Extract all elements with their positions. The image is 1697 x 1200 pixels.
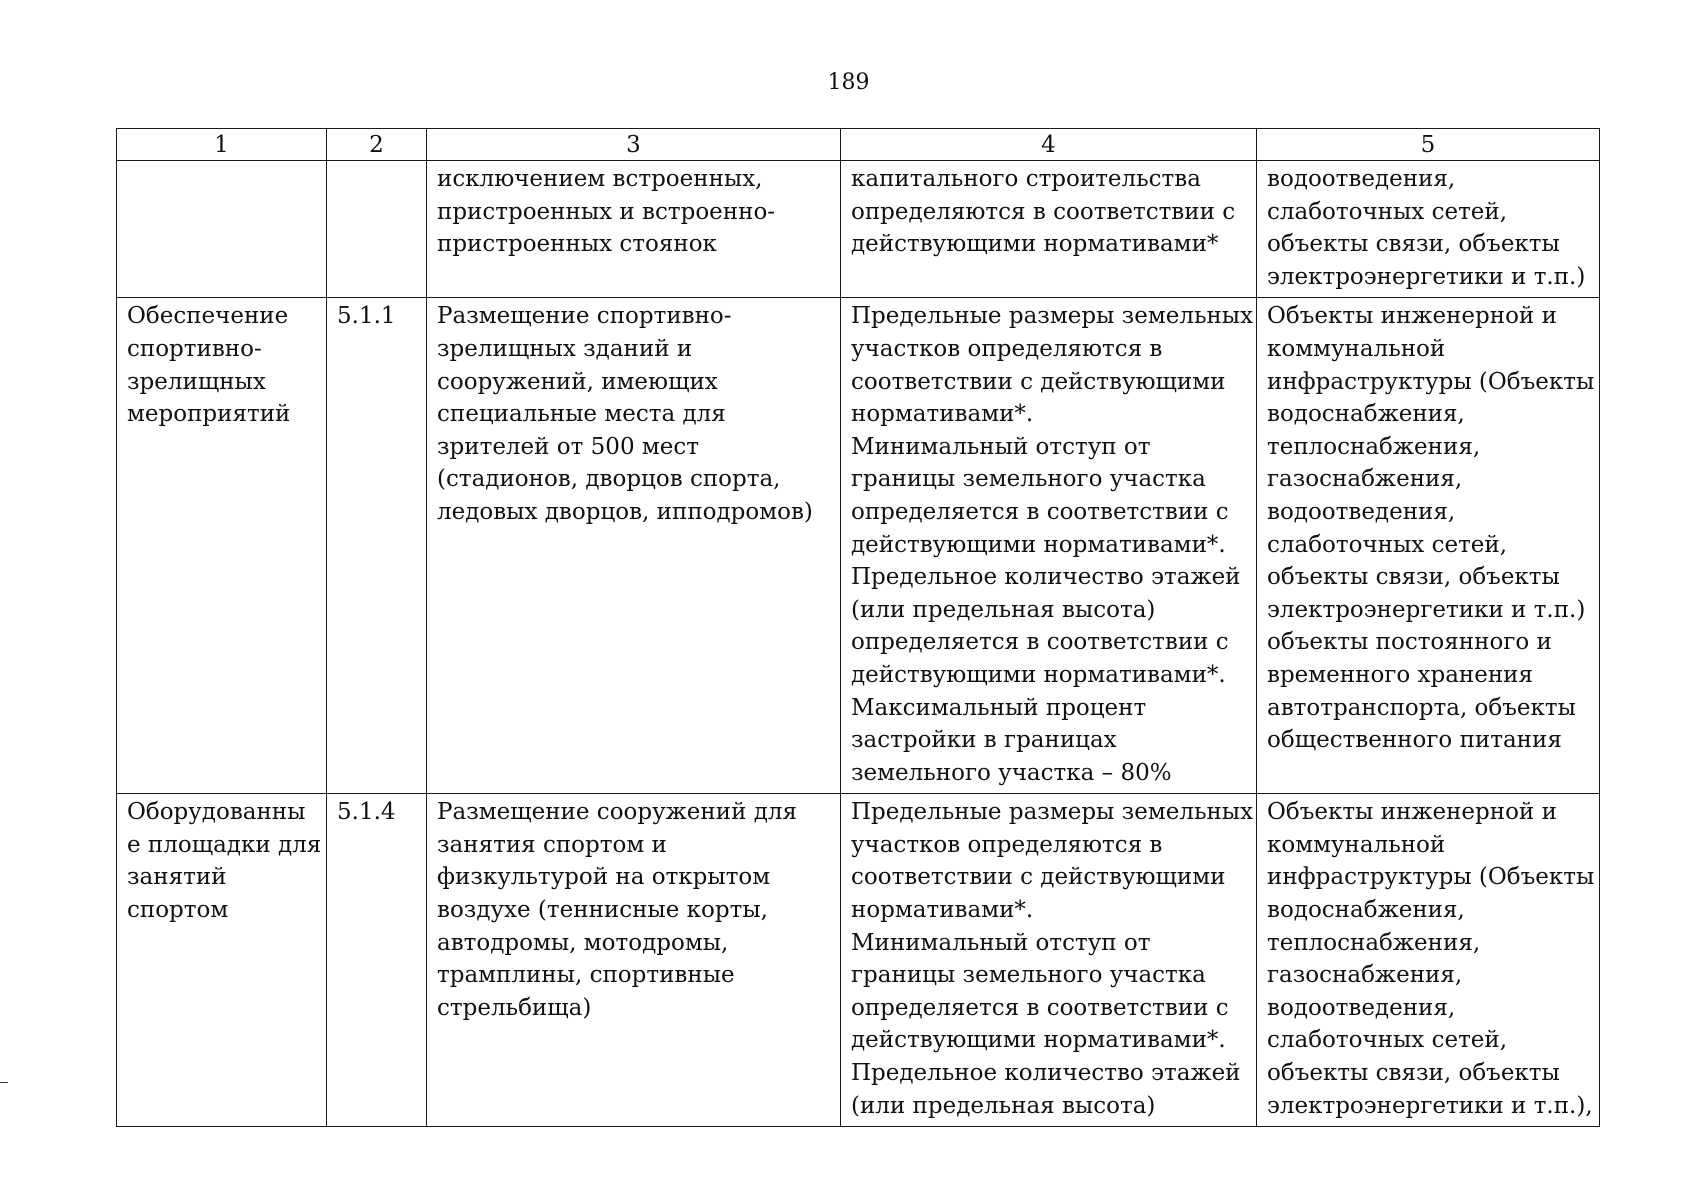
cell-text-line: Обеспечение	[127, 303, 289, 330]
cell-text-line: временного хранения	[1267, 661, 1534, 688]
use-code-cell	[327, 298, 427, 794]
cell-text-line: Минимальный отступ от	[851, 929, 1151, 956]
cell-text-line: слаботочных сетей,	[1267, 1027, 1508, 1054]
cell-text-line: определяется в соответствии с	[851, 994, 1229, 1021]
parameters-cell	[841, 298, 1257, 794]
zoning-table	[116, 128, 1600, 1127]
cell-text-line: слаботочных сетей,	[1267, 531, 1508, 558]
cell-text-line: Объекты инженерной и	[1267, 799, 1557, 826]
cell-text-line: земельного участка – 80%	[851, 759, 1172, 786]
cell-text-line: стрельбища)	[437, 994, 592, 1021]
cell-text-line: участков определяются в	[851, 335, 1163, 362]
cell-text-line: нормативами*.	[851, 401, 1034, 428]
cell-text-line: Предельное количество этажей	[851, 1060, 1241, 1087]
cell-text-line: соответствии с действующими	[851, 864, 1226, 891]
cell-text-line: объекты постоянного и	[1267, 629, 1552, 656]
cell-text-line: определяются в соответствии с	[851, 198, 1236, 225]
cell-text-line: слаботочных сетей,	[1267, 198, 1508, 225]
cell-text-line: занятий	[127, 864, 227, 891]
cell-text-line: 5.1.4	[337, 799, 396, 826]
cell-text-line: определяется в соответствии с	[851, 629, 1229, 656]
use-description-cell	[427, 298, 841, 794]
page-number: 189	[827, 70, 870, 95]
cell-text-line: Размещение сооружений для	[437, 799, 797, 826]
use-code-cell	[327, 794, 427, 1127]
cell-text-line: нормативами*.	[851, 897, 1034, 924]
cell-text-line: коммунальной	[1267, 831, 1446, 858]
cell-text-line: Размещение спортивно-	[437, 303, 732, 330]
cell-text-line: (стадионов, дворцов спорта,	[437, 466, 781, 493]
cell-text-line: электроэнергетики и т.п.),	[1267, 1092, 1593, 1119]
cell-text-line: газоснабжения,	[1267, 962, 1463, 989]
cell-text-line: трамплины, спортивные	[437, 962, 735, 989]
cell-text-line: общественного питания	[1267, 727, 1562, 754]
cell-text-line: автодромы, мотодромы,	[437, 929, 729, 956]
cell-text-line: Предельные размеры земельных	[851, 303, 1254, 330]
cell-text-line: объекты связи, объекты	[1267, 231, 1560, 258]
cell-text-line: объекты связи, объекты	[1267, 1060, 1560, 1087]
cell-text-line: действующими нормативами*.	[851, 1027, 1226, 1054]
column-header-5: 5	[1257, 129, 1600, 161]
cell-text-line: зрелищных зданий и	[437, 335, 693, 362]
cell-text-line: Объекты инженерной и	[1267, 303, 1557, 330]
column-header-1: 1	[117, 129, 327, 161]
cell-text-line: зрителей от 500 мест	[437, 433, 699, 460]
cell-text-line: участков определяются в	[851, 831, 1163, 858]
cell-text-line: водоснабжения,	[1267, 897, 1465, 924]
cell-text-line: мероприятий	[127, 401, 291, 428]
cell-text-line: (или предельная высота)	[851, 596, 1156, 623]
cell-text-line: теплоснабжения,	[1267, 929, 1481, 956]
cell-text-line: зрелищных	[127, 368, 266, 395]
cell-text-line: пристроенных и встроенно-	[437, 198, 776, 225]
column-header-2: 2	[327, 129, 427, 161]
cell-text-line: водоотведения,	[1267, 994, 1456, 1021]
cell-text-line: застройки в границах	[851, 727, 1117, 754]
cell-text-line: сооружений, имеющих	[437, 368, 718, 395]
parameters-cell	[841, 161, 1257, 298]
cell-text-line: инфраструктуры (Объекты	[1267, 864, 1595, 891]
cell-text-line: водоснабжения,	[1267, 401, 1465, 428]
column-header-4: 4	[841, 129, 1257, 161]
cell-text-line: действующими нормативами*.	[851, 531, 1226, 558]
auxiliary-objects-cell	[1257, 298, 1600, 794]
cell-text-line: е площадки для	[127, 831, 322, 858]
cell-text-line: инфраструктуры (Объекты	[1267, 368, 1595, 395]
column-header-3: 3	[427, 129, 841, 161]
cell-text-line: соответствии с действующими	[851, 368, 1226, 395]
use-description-cell	[427, 794, 841, 1127]
auxiliary-objects-cell	[1257, 161, 1600, 298]
use-name-cell	[117, 161, 327, 298]
cell-text-line: водоотведения,	[1267, 498, 1456, 525]
cell-text-line: определяется в соответствии с	[851, 498, 1229, 525]
cell-text-line: специальные места для	[437, 401, 726, 428]
cell-text-line: Предельные размеры земельных	[851, 799, 1254, 826]
cell-text-line: занятия спортом и	[437, 831, 667, 858]
table-row	[117, 794, 1600, 1127]
table-row	[117, 161, 1600, 298]
table-row	[117, 298, 1600, 794]
cell-text-line: границы земельного участка	[851, 466, 1206, 493]
cell-text-line: автотранспорта, объекты	[1267, 694, 1576, 721]
use-name-cell	[117, 298, 327, 794]
cell-text-line: водоотведения,	[1267, 166, 1456, 192]
cell-text-line: теплоснабжения,	[1267, 433, 1481, 460]
cell-text-line: 5.1.1	[337, 303, 396, 330]
cell-text-line: газоснабжения,	[1267, 466, 1463, 493]
parameters-cell	[841, 794, 1257, 1127]
cell-text-line: спортивно-	[127, 335, 262, 362]
cell-text-line: Минимальный отступ от	[851, 433, 1151, 460]
auxiliary-objects-cell	[1257, 794, 1600, 1127]
cell-text-line: физкультурой на открытом	[437, 864, 771, 891]
cell-text-line: действующими нормативами*.	[851, 661, 1226, 688]
use-code-cell	[327, 161, 427, 298]
cell-text-line: Оборудованны	[127, 799, 306, 826]
cell-text-line: ледовых дворцов, ипподромов)	[437, 498, 813, 525]
margin-mark	[0, 1082, 8, 1083]
cell-text-line: капитального строительства	[851, 166, 1201, 192]
cell-text-line: исключением встроенных,	[437, 166, 763, 192]
cell-text-line: Максимальный процент	[851, 694, 1147, 721]
cell-text-line: Предельное количество этажей	[851, 564, 1241, 591]
cell-text-line: (или предельная высота)	[851, 1092, 1156, 1119]
use-name-cell	[117, 794, 327, 1127]
cell-text-line: границы земельного участка	[851, 962, 1206, 989]
cell-text-line: объекты связи, объекты	[1267, 564, 1560, 591]
cell-text-line: коммунальной	[1267, 335, 1446, 362]
cell-text-line: спортом	[127, 897, 229, 924]
cell-text-line: воздухе (теннисные корты,	[437, 897, 768, 924]
cell-text-line: электроэнергетики и т.п.)	[1267, 263, 1586, 290]
cell-text-line: действующими нормативами*	[851, 231, 1219, 258]
cell-text-line: электроэнергетики и т.п.)	[1267, 596, 1586, 623]
use-description-cell	[427, 161, 841, 298]
table-header-row	[117, 129, 1600, 161]
cell-text-line: пристроенных стоянок	[437, 231, 717, 258]
